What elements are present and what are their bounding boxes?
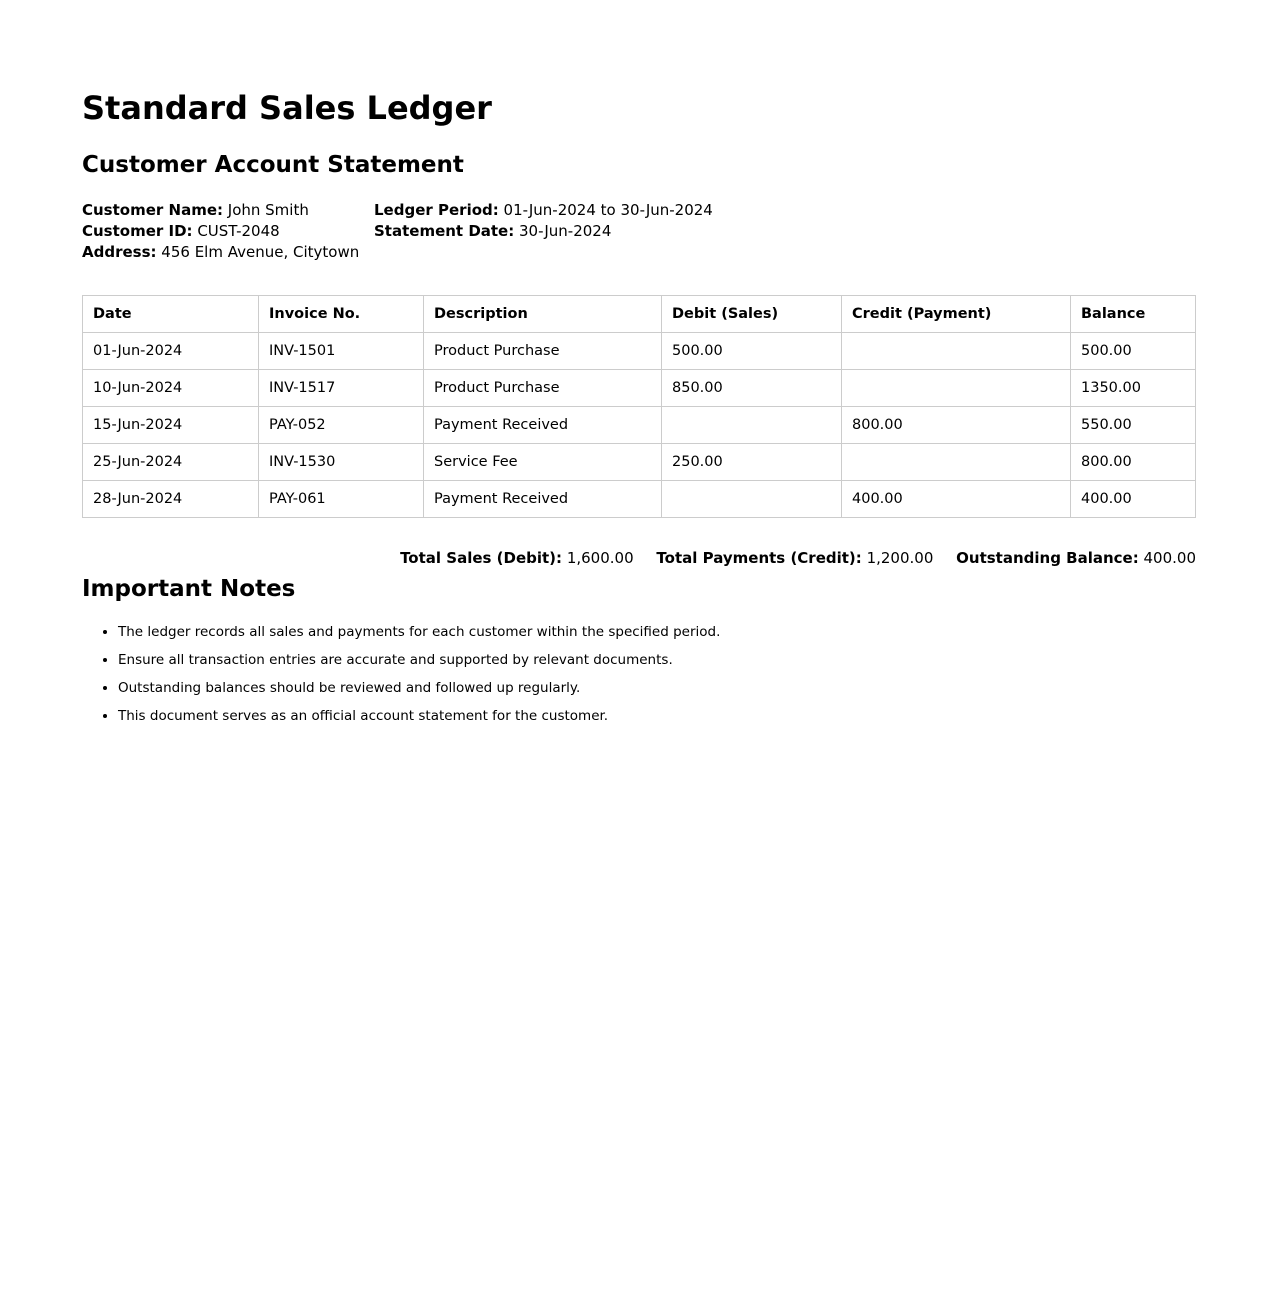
- total-sales-label: Total Sales (Debit):: [400, 549, 563, 567]
- cell-description: Payment Received: [424, 481, 662, 518]
- table-row: [83, 444, 1196, 481]
- list-item: • The ledger records all sales and payments for each customer within the specified period.: [118, 622, 1196, 642]
- cell-date: 15-Jun-2024: [83, 407, 259, 444]
- column-header-invoice: Invoice No.: [259, 296, 424, 333]
- column-header-credit: Credit (Payment): [842, 296, 1071, 333]
- cell-debit: [662, 407, 842, 444]
- cell-description: Payment Received: [424, 407, 662, 444]
- cell-date: 25-Jun-2024: [83, 444, 259, 481]
- statement-date-line: [374, 221, 713, 242]
- customer-name-line: [82, 200, 374, 221]
- outstanding-balance: [956, 549, 1196, 567]
- customer-address-line: [82, 242, 374, 263]
- ledger-table: [82, 295, 1196, 518]
- customer-id-label: Customer ID:: [82, 222, 193, 240]
- customer-id-line: [82, 221, 374, 242]
- cell-date: 01-Jun-2024: [83, 333, 259, 370]
- cell-date: 10-Jun-2024: [83, 370, 259, 407]
- column-header-balance: Balance: [1071, 296, 1196, 333]
- customer-details: [82, 200, 374, 263]
- statement-date-value: 30-Jun-2024: [519, 222, 612, 240]
- column-header-date: Date: [83, 296, 259, 333]
- ledger-period-line: [374, 200, 713, 221]
- cell-invoice: INV-1501: [259, 333, 424, 370]
- cell-invoice: PAY-052: [259, 407, 424, 444]
- total-payments-value: 1,200.00: [866, 549, 934, 567]
- cell-credit: [842, 333, 1071, 370]
- cell-invoice: INV-1530: [259, 444, 424, 481]
- cell-balance: 1350.00: [1071, 370, 1196, 407]
- ledger-period-value: 01-Jun-2024 to 30-Jun-2024: [503, 201, 713, 219]
- total-sales: [400, 549, 638, 567]
- table-row: [83, 370, 1196, 407]
- cell-credit: [842, 444, 1071, 481]
- customer-name-label: Customer Name:: [82, 201, 223, 219]
- table-header-row: [83, 296, 1196, 333]
- outstanding-balance-value: 400.00: [1143, 549, 1196, 567]
- ledger-period-label: Ledger Period:: [374, 201, 499, 219]
- cell-credit: 800.00: [842, 407, 1071, 444]
- account-info: [82, 200, 1196, 263]
- total-payments: [656, 549, 938, 567]
- cell-balance: 550.00: [1071, 407, 1196, 444]
- total-sales-value: 1,600.00: [566, 549, 634, 567]
- ledger-details: [374, 200, 713, 263]
- page-subtitle: Customer Account Statement: [82, 152, 464, 178]
- cell-debit: 850.00: [662, 370, 842, 407]
- column-header-debit: Debit (Sales): [662, 296, 842, 333]
- cell-invoice: PAY-061: [259, 481, 424, 518]
- cell-debit: [662, 481, 842, 518]
- cell-balance: 500.00: [1071, 333, 1196, 370]
- column-header-description: Description: [424, 296, 662, 333]
- customer-address-label: Address:: [82, 243, 157, 261]
- cell-invoice: INV-1517: [259, 370, 424, 407]
- table-row: [83, 333, 1196, 370]
- customer-address-value: 456 Elm Avenue, Citytown: [161, 243, 360, 261]
- cell-description: Service Fee: [424, 444, 662, 481]
- cell-description: Product Purchase: [424, 370, 662, 407]
- ledger-document: [82, 88, 1196, 734]
- totals-summary: [82, 548, 1196, 568]
- cell-description: Product Purchase: [424, 333, 662, 370]
- cell-balance: 800.00: [1071, 444, 1196, 481]
- customer-id-value: CUST-2048: [197, 222, 280, 240]
- table-row: [83, 481, 1196, 518]
- cell-debit: 250.00: [662, 444, 842, 481]
- cell-credit: [842, 370, 1071, 407]
- notes-list: [82, 622, 1196, 726]
- cell-date: 28-Jun-2024: [83, 481, 259, 518]
- statement-date-label: Statement Date:: [374, 222, 515, 240]
- list-item: • Outstanding balances should be reviewed and followed up regularly.: [118, 678, 1196, 698]
- customer-name-value: John Smith: [227, 201, 309, 219]
- list-item: • This document serves as an official account statement for the customer.: [118, 706, 1196, 726]
- cell-balance: 400.00: [1071, 481, 1196, 518]
- total-payments-label: Total Payments (Credit):: [656, 549, 862, 567]
- list-item: • Ensure all transaction entries are accurate and supported by relevant documents.: [118, 650, 1196, 670]
- notes-heading: Important Notes: [82, 576, 296, 602]
- outstanding-balance-label: Outstanding Balance:: [956, 549, 1139, 567]
- cell-credit: 400.00: [842, 481, 1071, 518]
- page-title: Standard Sales Ledger: [82, 89, 492, 127]
- table-row: [83, 407, 1196, 444]
- cell-debit: 500.00: [662, 333, 842, 370]
